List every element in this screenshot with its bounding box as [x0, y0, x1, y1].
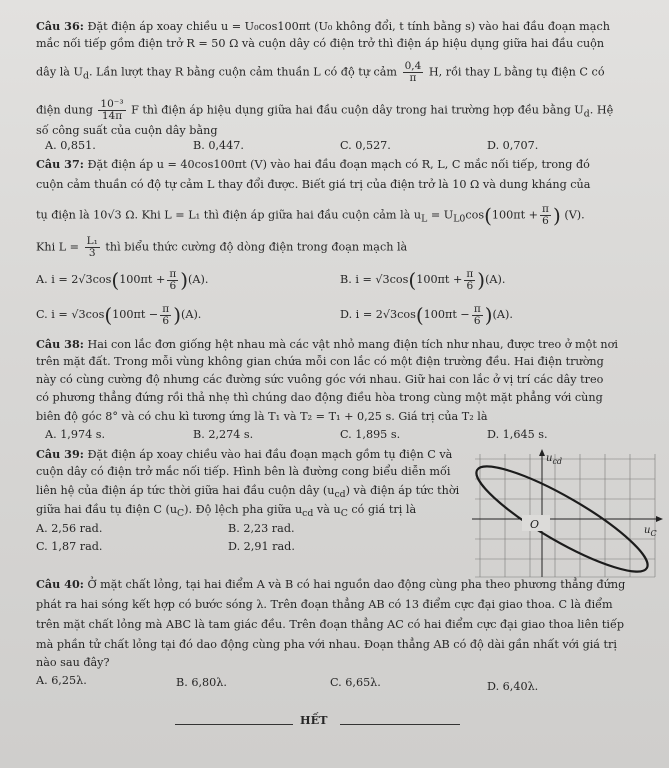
q40-line-5: nào sau đây?	[36, 656, 110, 669]
q37-sub: L	[421, 213, 428, 225]
q36-line-2: mắc nối tiếp gồm điện trở R = 50 Ω và cuộn dây có điện trở thì điện áp hiệu dụng giữa hai đầu cuộn	[36, 37, 605, 50]
q39-line-2: cuộn dây có điện trở mắc nối tiếp. Hình bên là đường cong biểu diễn mối	[36, 465, 451, 478]
q37-text: cos	[465, 208, 485, 222]
q40-option-c: C. 6,65λ.	[330, 676, 381, 689]
q37-line-3: tụ điện là 10√3 Ω. Khi L = L₁ thì điện áp giữa hai đầu cuộn cảm là $u_L = U_{L0}\cos(100\pi t$ + $\frac{\pi}{6}$ ) (V).	[36, 203, 585, 228]
q36-line-3	[36, 61, 669, 84]
q37-l-fraction: $\frac{\text{L₁}}{3}$	[86, 235, 98, 259]
q39-y-axis-label: $u_{cd}$	[546, 453, 563, 466]
q37-option-b: B. i = √3cos(100πt + $\frac{\pi}{6}$ )(A).	[340, 267, 506, 292]
q40-option-d: D. 6,40λ.	[487, 680, 539, 693]
q40-option-b: B. 6,80λ.	[176, 676, 227, 689]
q36-option-c: C. 0,527.	[340, 139, 391, 152]
q38-line-2: trên mặt đất. Trong mỗi vùng không gian chứa mỗi con lắc có một điện trường đều. Hai điện trường	[36, 355, 604, 368]
end-rule-right	[340, 724, 460, 725]
q40-line-4: mà phần tử chất lỏng tại đó dao động cùng pha với nhau. Đoạn thẳng AB có độ dài gần nhất với giá trị	[36, 638, 617, 651]
q38-option-a: A. 1,974 s.	[45, 428, 106, 441]
q38-option-d: D. 1,645 s.	[487, 428, 548, 441]
q39-line-4: giữa hai đầu tụ điện C $(u_C)$. Độ lệch pha giữa $u_{cd}$ và $u_C$ có giá trị là	[36, 503, 417, 520]
q40-line-1: Câu 40: Ở mặt chất lỏng, tại hai điểm A và B có hai nguồn dao động cùng pha theo phương thẳng đứng	[36, 577, 626, 591]
q38-option-c: C. 1,895 s.	[340, 428, 401, 441]
q36-text: dây là U	[36, 65, 83, 79]
q40-line-2: phát ra hai sóng kết hợp có bước sóng λ. Trên đoạn thẳng AB có 13 điểm cực đại giao thoa. C là điểm	[36, 598, 613, 611]
q36-inductance-fraction: $\frac{0,4}{\pi}$	[404, 60, 422, 84]
q36-option-a: A. 0,851.	[45, 139, 96, 152]
q37-text: (V).	[564, 208, 585, 222]
q36-line-5: số công suất của cuộn dây bằng	[36, 124, 218, 137]
q36-text: điện dung	[36, 103, 93, 117]
q36-capacitance-fraction: $\frac{\text{10⁻³}}{14\pi}$	[100, 98, 124, 122]
q37-option-d: D. i = 2√3cos(100πt − $\frac{\pi}{6}$ )(A).	[340, 302, 513, 327]
q36-text: F thì điện áp hiệu dụng giữa hai đầu cuộn dây trong hai trường hợp đều bằng U	[131, 103, 584, 117]
q38-option-b: B. 2,274 s.	[193, 428, 254, 441]
q37-option-a: A. i = 2√3cos(100πt + $\frac{\pi}{6}$ )(A).	[36, 267, 209, 292]
q39-line-1: Câu 39: Đặt điện áp xoay chiều vào hai đầu đoạn mạch gồm tụ điện C và	[36, 447, 453, 461]
q39-origin-label: O	[530, 518, 540, 531]
q36-option-b: B. 0,447.	[193, 139, 244, 152]
q37-line-1: Câu 37: Đặt điện áp u = 40cos100πt (V) vào hai đầu đoạn mạch có R, L, C mắc nối tiếp, trong đó	[36, 157, 590, 171]
q38-line-3: này có cùng cường độ nhưng các đường sức vuông góc với nhau. Giữ hai con lắc ở vị trí các dây treo	[36, 373, 604, 386]
q36-text: . Lần lượt thay R bằng cuộn cảm thuần L có độ tự cảm	[88, 65, 398, 79]
q40-line-3: trên mặt chất lỏng mà ABC là tam giác đều. Trên đoạn thẳng AC có hai điểm cực đại giao thoa liên tiếp	[36, 618, 624, 631]
q36-line-4	[36, 99, 669, 122]
q36-text: H, rồi thay L bằng tụ điện C có	[428, 65, 605, 79]
q37-text: Khi L =	[36, 240, 80, 254]
q40-option-a: A. 6,25λ.	[36, 674, 87, 687]
q39-graph-svg	[470, 449, 665, 579]
q36-option-d: D. 0,707.	[487, 139, 539, 152]
q39-option-b: B. 2,23 rad.	[228, 522, 295, 535]
q36-text: . Hệ	[589, 103, 614, 117]
q39-graph-grid	[475, 454, 655, 577]
q37-text: tụ điện là 10√3 Ω. Khi L = L₁ thì điện áp giữa hai đầu cuộn cảm là u	[36, 208, 422, 222]
q39-option-a: A. 2,56 rad.	[36, 522, 103, 535]
end-rule-left	[175, 724, 293, 725]
q37-text: thì biểu thức cường độ dòng điện trong đoạn mạch là	[105, 240, 408, 254]
q39-x-axis-label: $u_C$	[644, 525, 657, 538]
q37-sub: L0	[453, 213, 466, 225]
end-label: HẾT	[300, 713, 328, 727]
end-marker	[175, 713, 465, 729]
q36-sub: d	[583, 108, 590, 120]
q39-ellipse-graph	[470, 449, 665, 579]
q36-sub: d	[82, 70, 89, 82]
q38-line-1: Câu 38: Hai con lắc đơn giống hệt nhau mà các vật nhỏ mang điện tích như nhau, được treo ở một nơi	[36, 337, 618, 351]
q39-ellipse-curve	[470, 451, 658, 579]
q37-phase-fraction: $\frac{\pi}{6}$	[542, 203, 549, 227]
q39-option-c: C. 1,87 rad.	[36, 540, 103, 553]
q38-line-4: có phương thẳng đứng rồi thả nhẹ thì chúng dao động điều hòa trong cùng một mặt phẳng với cùng	[36, 391, 603, 404]
q37-text: 100πt +	[491, 208, 539, 222]
q39-option-d: D. 2,91 rad.	[228, 540, 295, 553]
q37-line-2: cuộn cảm thuần có độ tự cảm L thay đổi được. Biết giá trị của điện trở là 10 Ω và dung kháng của	[36, 178, 591, 191]
q36-line-1: Câu 36: Đặt điện áp xoay chiều u = U₀cos100πt (U₀ không đổi, t tính bằng s) vào hai đầu đoạn mạch	[36, 19, 610, 33]
q37-text: = U	[427, 208, 454, 222]
q38-line-5: biên độ góc 8° và có chu kì tương ứng là T₁ và T₂ = T₁ + 0,25 s. Giá trị của T₂ là	[36, 410, 488, 423]
q39-line-3: liên hệ của điện áp tức thời giữa hai đầu cuộn dây $(u_{cd})$ và điện áp tức thời	[36, 484, 460, 501]
q37-option-c: C. i = √3cos(100πt − $\frac{\pi}{6}$ )(A).	[36, 302, 202, 327]
q37-line-4	[36, 236, 669, 259]
